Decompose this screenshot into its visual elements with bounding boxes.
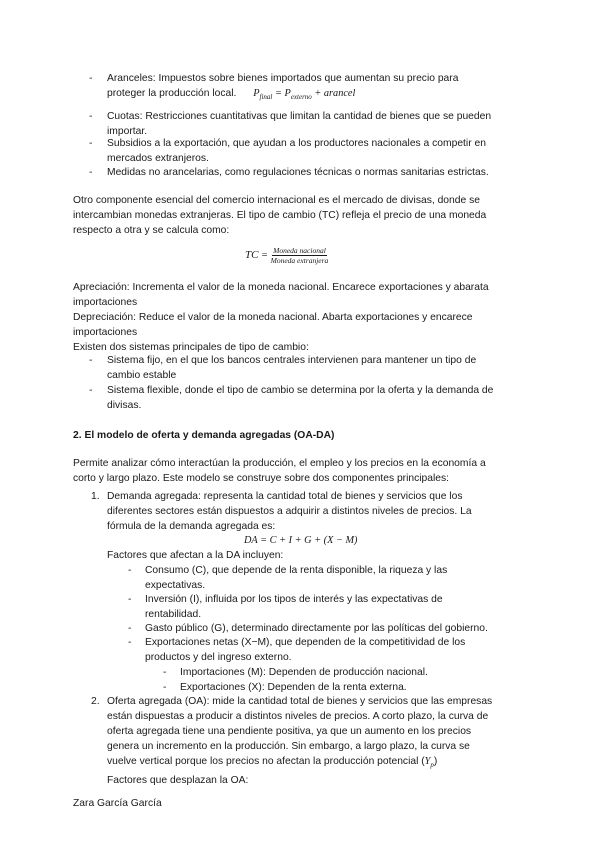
aggregate-demand-formula: DA = C + I + G + (X − M) [244, 535, 358, 546]
list-item: Sistema flexible, donde el tipo de cambio se determina por la oferta y la demanda de divisas. [107, 385, 494, 411]
list-item: Exportaciones (X): Dependen de la renta externa. [180, 682, 407, 693]
list-item: Medidas no arancelarias, como regulaciones técnicas o normas sanitarias estrictas. [107, 167, 489, 178]
list-item [107, 71, 527, 101]
bullet-dash: - [128, 565, 132, 576]
list-item: Cuotas: Restricciones cuantitativas que limitan la cantidad de bienes que se pueden importar. [107, 111, 492, 137]
paragraph: Otro componente esencial del comercio internacional es el mercado de divisas, donde se intercambian monedas extranjeras. El tipo de cambio (TC) refleja el precio de una moneda respecto a otra y se calcula como: [73, 195, 487, 236]
paragraph: Permite analizar cómo interactúan la producción, el empleo y los precios en la economía a corto y largo plazo. Este modelo se construye sobre dos componentes principales: [73, 458, 486, 484]
bullet-dash: - [163, 682, 167, 693]
exchange-rate-formula: TC = $\frac{\text{Moneda nacional}}{\text{Moneda extranjera}}$ [245, 246, 329, 265]
bullet-dash: - [89, 73, 93, 84]
list-item: Subsidios a la exportación, que ayudan a los productores nacionales a competir en mercados extranjeros. [107, 138, 486, 164]
list-number: 2. [91, 696, 100, 707]
list-item-text: proteger la producción local. $P_{final} = P_{externo}$ + arancel [107, 88, 356, 101]
potential-output-symbol: $Y_p$ [424, 756, 434, 769]
bullet-dash: - [128, 623, 132, 634]
footer-author: Zara García García [73, 798, 162, 809]
list-item: Inversión (I), influida por los tipos de interés y las expectativas de rentabilidad. [145, 594, 443, 620]
factors-intro: Factores que afectan a la DA incluyen: [107, 550, 284, 561]
list-number: 1. [91, 491, 100, 502]
list-item: Importaciones (M): Dependen de producción nacional. [180, 667, 428, 678]
bullet-dash: - [89, 167, 93, 178]
list-item: Oferta agregada (OA): mide la cantidad total de bienes y servicios que las empresas están dispuestas a producir a distintos niveles de precios. A corto plazo, la curva de oferta agregada tiene una pendiente positiva, ya que un aumento en los precios genera un incremento en la producción. Sin embargo, a largo plazo, la curva se vuelve vertical porque los precios no afectan la producción potencial $(Y_p)$ Factores que desplazan la OA: [107, 696, 493, 786]
list-item-text: Aranceles: Impuestos sobre bienes importados que aumentan su precio para [107, 73, 459, 84]
bullet-dash: - [128, 637, 132, 648]
bullet-dash: - [89, 355, 93, 366]
list-item: Consumo (C), que depende de la renta disponible, la riqueza y las expectativas. [145, 565, 448, 591]
list-item: Gasto público (G), determinado directamente por las políticas del gobierno. [145, 623, 488, 634]
bullet-dash: - [89, 111, 93, 122]
list-item: Sistema fijo, en el que los bancos centrales intervienen para mantener un tipo de cambio estable [107, 355, 477, 381]
bullet-dash: - [163, 667, 167, 678]
bullet-dash: - [89, 138, 93, 149]
section-heading: 2. El modelo de oferta y demanda agregadas (OA-DA) [73, 430, 335, 441]
bullet-dash: - [89, 385, 93, 396]
list-item: Demanda agregada: representa la cantidad total de bienes y servicios que los diferentes sectores están dispuestos a adquirir a distintos niveles de precios. La fórmula de la demanda agregada es: [107, 491, 472, 532]
tariff-formula: $P_{final} = P_{externo}$ + arancel [253, 88, 356, 101]
paragraph: Apreciación: Incrementa el valor de la moneda nacional. Encarece exportaciones y abarata importaciones Depreciación: Reduce el valor de la moneda nacional. Abarta exportaciones y encarece importaciones Existen dos sistemas principales de tipo de cambio: [73, 282, 489, 353]
list-item: Exportaciones netas (X−M), que dependen de la competitividad de los productos y del ingreso externo. [145, 637, 466, 663]
bullet-dash: - [128, 594, 132, 605]
